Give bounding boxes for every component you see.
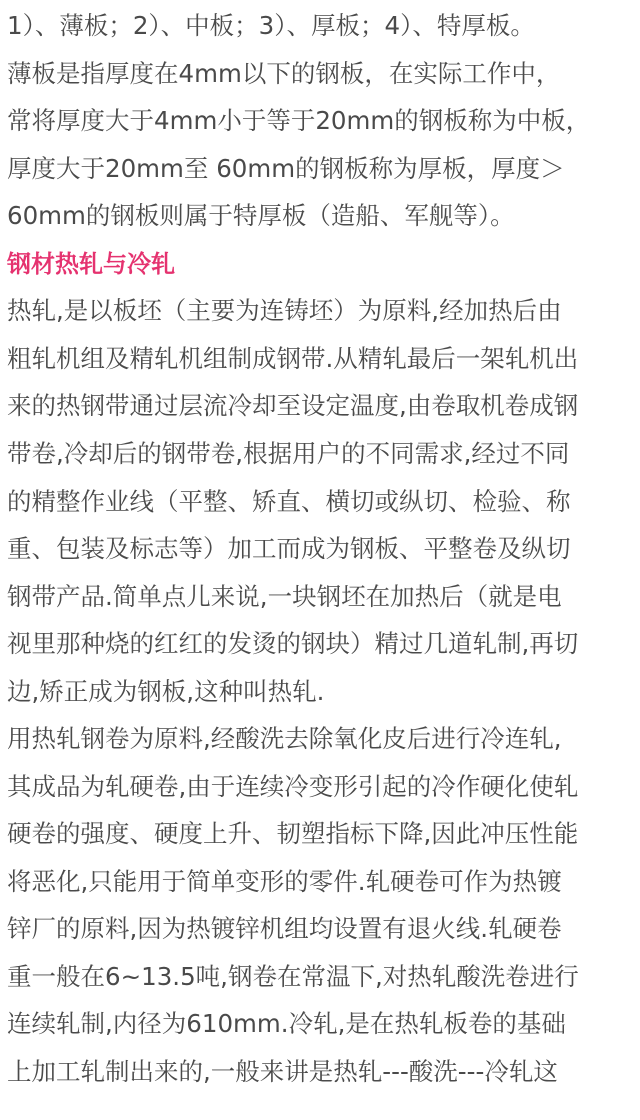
hot-rolling-line-1: 热轧,是以板坯（主要为连铸坯）为原料,经加热后由 xyxy=(7,296,562,325)
section-heading: 钢材热轧与冷轧 xyxy=(7,250,175,278)
cold-rolling-line-6: 重一般在6~13.5吨,钢卷在常温下,对热轧酸洗卷进行 xyxy=(7,962,579,991)
hot-rolling-line-7: 钢带产品.简单点儿来说,一块钢坯在加热后（就是电 xyxy=(7,582,562,611)
cold-rolling-line-8: 上加工轧制出来的,一般来讲是热轧---酸洗---冷轧这 xyxy=(7,1057,558,1086)
hot-rolling-line-5: 的精整作业线（平整、矫直、横切或纵切、检验、称 xyxy=(7,487,571,516)
cold-rolling-line-1: 用热轧钢卷为原料,经酸洗去除氧化皮后进行冷连轧, xyxy=(7,724,562,753)
hot-rolling-line-6: 重、包装及标志等）加工而成为钢板、平整卷及纵切 xyxy=(7,534,571,563)
cold-rolling-line-4: 将恶化,只能用于简单变形的零件.轧硬卷可作为热镀 xyxy=(7,867,562,896)
cold-rolling-line-2: 其成品为轧硬卷,由于连续冷变形引起的冷作硬化使轧 xyxy=(7,772,579,801)
hot-rolling-line-8: 视里那种烧的红红的发烫的钢块）精过几道轧制,再切 xyxy=(7,629,579,658)
hot-rolling-line-3: 来的热钢带通过层流冷却至设定温度,由卷取机卷成钢 xyxy=(7,391,579,420)
hot-rolling-line-2: 粗轧机组及精轧机组制成钢带.从精轧最后一架轧机出 xyxy=(7,344,579,373)
intro-line-2: 薄板是指厚度在4mm以下的钢板，在实际工作中， xyxy=(7,59,561,88)
intro-line-3: 常将厚度大于4mm小于等于20mm的钢板称为中板， xyxy=(7,106,591,135)
intro-line-4: 厚度大于20mm至 60mm的钢板称为厚板，厚度＞ xyxy=(7,154,565,183)
cold-rolling-line-3: 硬卷的强度、硬度上升、韧塑指标下降,因此冲压性能 xyxy=(7,819,579,848)
intro-line-5: 60mm的钢板则属于特厚板（造船、军舰等）。 xyxy=(7,201,515,230)
intro-line-1: 1）、薄板；2）、中板；3）、厚板；4）、特厚板。 xyxy=(7,11,535,40)
cold-rolling-line-7: 连续轧制,内径为610mm.冷轧,是在热轧板卷的基础 xyxy=(7,1009,566,1038)
hot-rolling-line-4: 带卷,冷却后的钢带卷,根据用户的不同需求,经过不同 xyxy=(7,439,570,468)
hot-rolling-line-9: 边,矫正成为钢板,这种叫热轧. xyxy=(7,677,325,706)
cold-rolling-line-5: 锌厂的原料,因为热镀锌机组均设置有退火线.轧硬卷 xyxy=(7,914,562,943)
